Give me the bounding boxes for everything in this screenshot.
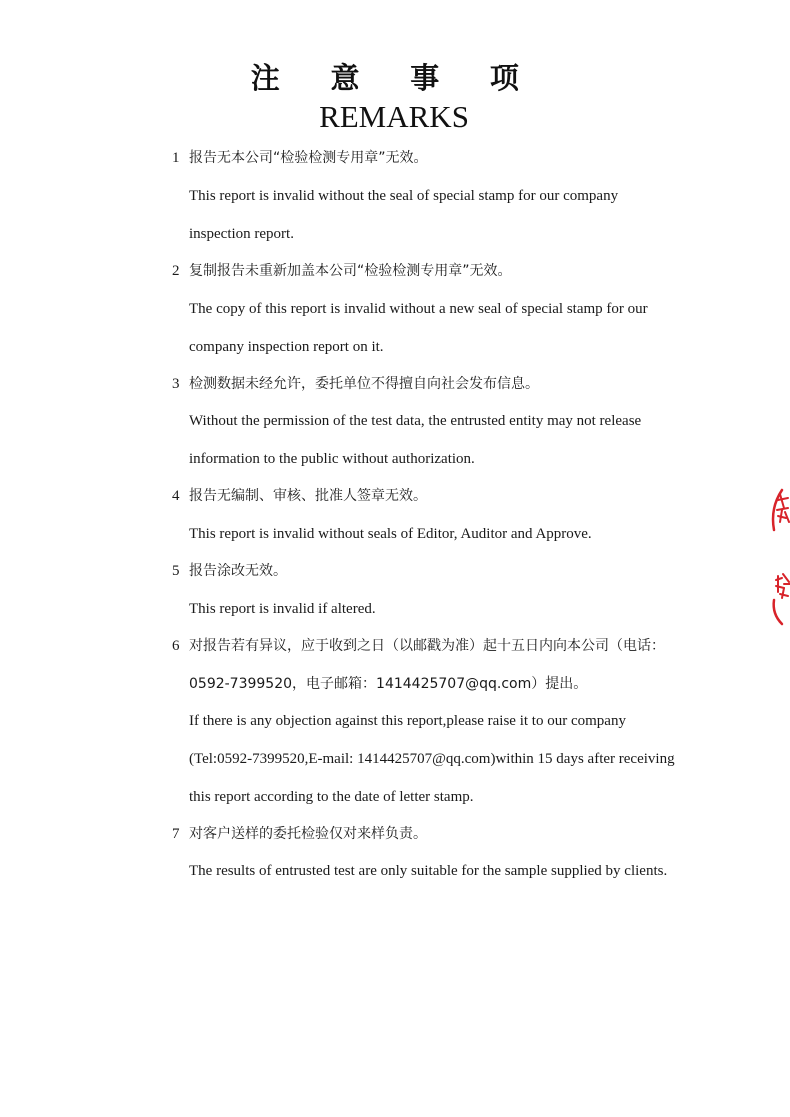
remark-6-cn	[172, 636, 665, 656]
remark-1-cn	[172, 148, 428, 168]
remark-cn-text: 复制报告未重新加盖本公司“检验检测专用章”无效。	[189, 263, 512, 279]
remark-1-en-line-2: inspection report.	[189, 226, 294, 242]
remark-cn-text: 报告无编制、审核、批准人签章无效。	[189, 488, 427, 504]
remark-3-en-line-1: Without the permission of the test data, the entrusted entity may not release	[189, 413, 642, 429]
remark-number: 1	[172, 150, 180, 166]
page-title-english: REMARKS	[319, 99, 469, 134]
remark-7-en-line-1: The results of entrusted test are only suitable for the sample supplied by clients.	[189, 863, 668, 879]
remark-2-cn	[172, 261, 512, 281]
remark-cn-text: 对客户送样的委托检验仅对来样负责。	[189, 826, 427, 842]
remark-cn-text: 报告无本公司“检验检测专用章”无效。	[189, 150, 428, 166]
remark-number: 2	[172, 263, 180, 279]
remark-3-cn	[172, 374, 539, 394]
remark-number: 3	[172, 376, 180, 392]
remark-number: 5	[172, 563, 180, 579]
remark-number: 4	[172, 488, 180, 504]
remark-cn-text: 检测数据未经允许，委托单位不得擅自向社会发布信息。	[189, 376, 539, 392]
remark-number: 6	[172, 638, 180, 654]
remark-6-en-line-1: If there is any objection against this report,please raise it to our company	[189, 713, 626, 729]
remark-5-cn	[172, 561, 287, 581]
remark-4-en-line-1: This report is invalid without seals of Editor, Auditor and Approve.	[189, 526, 592, 542]
seal-stamp	[768, 488, 790, 628]
remark-2-en-line-2: company inspection report on it.	[189, 339, 384, 355]
seal-stamp-graphic	[768, 488, 790, 628]
remark-1-en-line-1: This report is invalid without the seal of special stamp for our company	[189, 188, 619, 204]
remark-7-cn	[172, 824, 427, 844]
remark-number: 7	[172, 826, 180, 842]
remark-6-en-line-3: this report according to the date of letter stamp.	[189, 789, 474, 805]
remark-5-en-line-1: This report is invalid if altered.	[189, 601, 376, 617]
remark-3-en-line-2: information to the public without authorization.	[189, 451, 475, 467]
remark-cn-text: 对报告若有异议，应于收到之日（以邮戳为准）起十五日内向本公司（电话：	[189, 638, 665, 654]
remark-4-cn	[172, 486, 427, 506]
remark-2-en-line-1: The copy of this report is invalid without a new seal of special stamp for our	[189, 301, 648, 317]
page-title-chinese: 注 意 事 项	[250, 61, 540, 95]
remark-6-cn-line-2: 0592-7399520，电子邮箱：1414425707@qq.com）提出。	[189, 676, 588, 692]
remark-6-en-line-2: (Tel:0592-7399520,E-mail: 1414425707@qq.com)within 15 days after receiving	[189, 751, 675, 767]
remark-cn-text: 报告涂改无效。	[189, 563, 287, 579]
